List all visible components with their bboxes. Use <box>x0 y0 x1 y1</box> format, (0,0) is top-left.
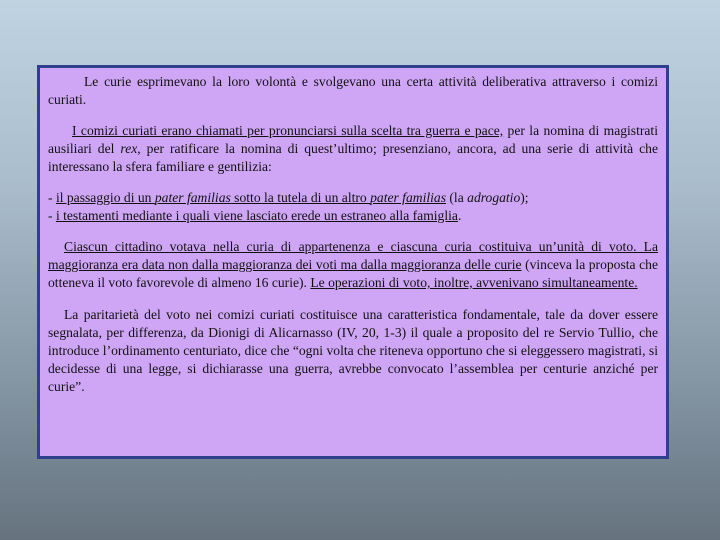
underlined-text: il passaggio di un <box>55 190 155 205</box>
italic-term-adrogatio: adrogatio <box>467 190 521 205</box>
paragraph-paritarieta <box>48 306 658 396</box>
list-dash: - <box>48 190 56 205</box>
paragraph-text: Le curie esprimevano la loro volontà e svolgevano una certa attività deliberativa attraverso i comizi curiati. <box>48 74 658 107</box>
paragraph-voting <box>48 238 658 292</box>
paragraph-text: (vinceva la proposta che otteneva il voto favorevole di almeno 16 curie). <box>48 257 658 290</box>
paragraph-curie <box>48 73 658 109</box>
list-item-testamenti <box>48 207 658 225</box>
paragraph-comizi-curiati <box>48 122 658 176</box>
activities-list <box>48 189 658 225</box>
paragraph-text: La paritarietà del voto nei comizi curiati costituisce una caratteristica fondamentale, tale da dover essere segnalata, per differenza, da Dionigi di Alicarnasso (IV, 20, 1-3) il quale a proposito del re Servio Tullio, che introduce l’ordinamento centuriato, dice che “ogni volta che riteneva opportuno che si eleggessero magistrati, si decidesse di una legge, si dichiarasse una guerra, avrebbe convocato l’assemblea per centurie anziché per curie”. <box>48 307 658 394</box>
italic-term-pater-familias: pater familias <box>370 190 446 205</box>
paragraph-text: , per ratificare la nomina di quest’ultimo; presenziano, ancora, ad una serie di attività che interessano la sfera familiare e gentilizia: <box>48 141 658 174</box>
underlined-text: Ciascun cittadino votava nella curia di appartenenza e ciascuna curia costituiva un’unità di voto. La maggioranza era data non dalla maggioranza dei voti ma dalla maggioranza delle curie <box>48 239 658 272</box>
italic-term-rex: rex <box>120 141 138 156</box>
list-item-adrogatio <box>48 189 658 207</box>
underlined-text: I comizi curiati erano chiamati per pronunciarsi sulla scelta tra guerra e pace, <box>72 123 504 138</box>
italic-term-pater-familias: pater familias <box>154 190 231 205</box>
paragraph-text: . <box>457 208 462 223</box>
underlined-text: Le operazioni di voto, inoltre, avvenivano simultaneamente. <box>310 275 638 290</box>
paragraph-text: per la nomina di magistrati ausiliari del <box>48 123 658 156</box>
paragraph-text: ); <box>520 190 529 205</box>
list-dash: - <box>48 208 56 223</box>
underlined-text: sotto la tutela di un altro <box>230 190 371 205</box>
text-panel <box>37 65 669 459</box>
paragraph-text: (la <box>446 190 468 205</box>
underlined-text: i testamenti mediante i quali viene lasciato erede un estraneo alla famiglia <box>55 208 458 223</box>
